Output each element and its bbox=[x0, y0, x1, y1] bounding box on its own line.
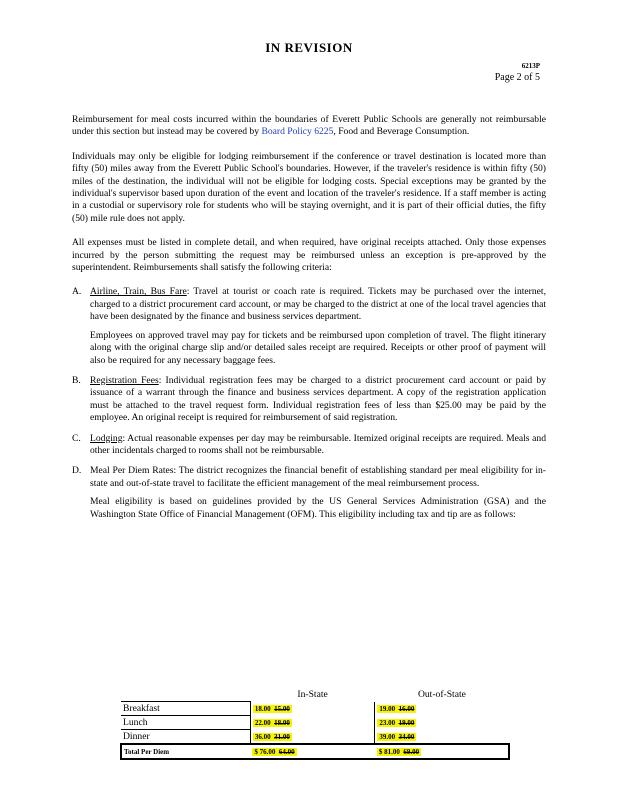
page-number: Page 2 of 5 bbox=[494, 72, 540, 83]
criterion-heading: Registration Fees bbox=[90, 374, 159, 386]
col-in-state: In-State bbox=[297, 689, 328, 701]
meal-name: Breakfast bbox=[121, 702, 250, 716]
col-out-state: Out-of-State bbox=[417, 689, 466, 701]
document-body bbox=[72, 114, 546, 529]
criterion-lodging bbox=[72, 433, 546, 458]
rate-out-state: 19.00 16.00 bbox=[379, 705, 415, 713]
criterion-heading: Meal Per Diem Rates bbox=[90, 465, 174, 477]
table-row bbox=[121, 730, 509, 745]
criterion-extra: Meal eligibility is based on guidelines provided by the US General Services Administration (GSA) and the Washington State Office of Financial Management (OFM). This eligibility including tax and tip are as follows: bbox=[90, 496, 546, 520]
criterion-registration bbox=[72, 375, 546, 425]
criterion-label: D. bbox=[72, 465, 82, 477]
criterion-text: : Actual reasonable expenses per day may be reimbursable. Itemized original receipts are required. Meals and other incidentals charged to rooms shall not be reimbursable. bbox=[90, 432, 546, 456]
criterion-text: : The district recognizes the financial benefit of establishing standard per meal eligibility for in-state and out-of-state travel to facilitate the efficient management of the meal reimbursement process. bbox=[90, 465, 546, 489]
table-total-row bbox=[121, 744, 509, 759]
paragraph-tail: , Food and Beverage Consumption. bbox=[333, 126, 470, 138]
paragraph-expenses: All expenses must be listed in complete detail, and when required, have original receipts attached. Only those expenses incurred by the person submitting the request may be reimbursed unless an exception is pre-approved by the superintendent. Reimbursements shall satisfy the following criteria: bbox=[72, 237, 546, 274]
total-label: Total Per Diem bbox=[121, 744, 250, 759]
board-policy-link[interactable]: Board Policy 6225 bbox=[261, 126, 334, 138]
table-row bbox=[121, 716, 509, 730]
total-out-state: $ 81.00 69.00 bbox=[378, 747, 420, 756]
rate-out-state: 39.00 34.00 bbox=[379, 732, 415, 741]
criterion-extra: Employees on approved travel may pay for tickets and be reimbursed upon completion of travel. The flight itinerary along with the original charge slip and/or detailed sales receipt are required. Receipts or other proof of payment will also be required for any necessary baggage fees. bbox=[90, 329, 546, 366]
criterion-heading: Airline, Train, Bus Fare bbox=[90, 286, 187, 298]
criterion-text: : Individual registration fees may be charged to a district procurement card account or paid by issuance of a warrant through the finance and business services department. A copy of the registration application must be attached to the travel request form. Individual registration fees of less than $25.00 may be paid by the employee. An original receipt is required for reimbursement of said registration. bbox=[90, 374, 546, 424]
criterion-label: A. bbox=[72, 286, 82, 298]
rate-out-state: 23.00 19.00 bbox=[379, 719, 415, 727]
criterion-label: C. bbox=[72, 432, 81, 444]
meal-rates-table bbox=[120, 688, 510, 760]
rate-in-state: 22.00 18.00 bbox=[254, 719, 290, 727]
paragraph-lodging-eligibility: Individuals may only be eligible for lodging reimbursement if the conference or travel destination is located more than fifty (50) miles away from the Everett Public School's boundaries. However, if the traveler's residence is within fifty (50) miles of the destination, the individual will not be eligible for lodging costs. Special exceptions may be granted by the individual's supervisor based upon duration of the event and location of the traveler's residence. If a staff member is acting in a custodial or supervisory role for students who will be staying overnight, and it is part of their official duties, the fifty (50) mile rule does not apply. bbox=[72, 150, 546, 224]
criterion-label: B. bbox=[72, 374, 81, 386]
rate-in-state: 18.00 15.00 bbox=[254, 705, 290, 713]
paragraph-text: Reimbursement for meal costs incurred within the boundaries of Everett Public Schools are generally not reimbursable under this section but instead may be covered by bbox=[72, 114, 546, 138]
table-row bbox=[121, 702, 509, 716]
page-title: IN REVISION bbox=[265, 40, 353, 55]
meal-name: Lunch bbox=[121, 716, 250, 730]
criterion-airfare bbox=[72, 286, 546, 366]
policy-number: 6213P bbox=[521, 62, 540, 70]
criterion-meal-per-diem bbox=[72, 465, 546, 521]
criterion-heading: Lodging bbox=[90, 432, 123, 444]
rate-in-state: 36.00 31.00 bbox=[254, 732, 290, 741]
meal-name: Dinner bbox=[121, 730, 250, 745]
total-in-state: $ 76.00 64.00 bbox=[254, 747, 295, 756]
paragraph-meal-costs bbox=[72, 114, 546, 139]
table-header-row bbox=[121, 688, 509, 702]
criterion-text: : Travel at tourist or coach rate is required. Tickets may be purchased over the internet, charged to a district procurement card account, or may be charged to the district at one of the local travel agencies that have been designated by the finance and business services department. bbox=[90, 286, 546, 323]
